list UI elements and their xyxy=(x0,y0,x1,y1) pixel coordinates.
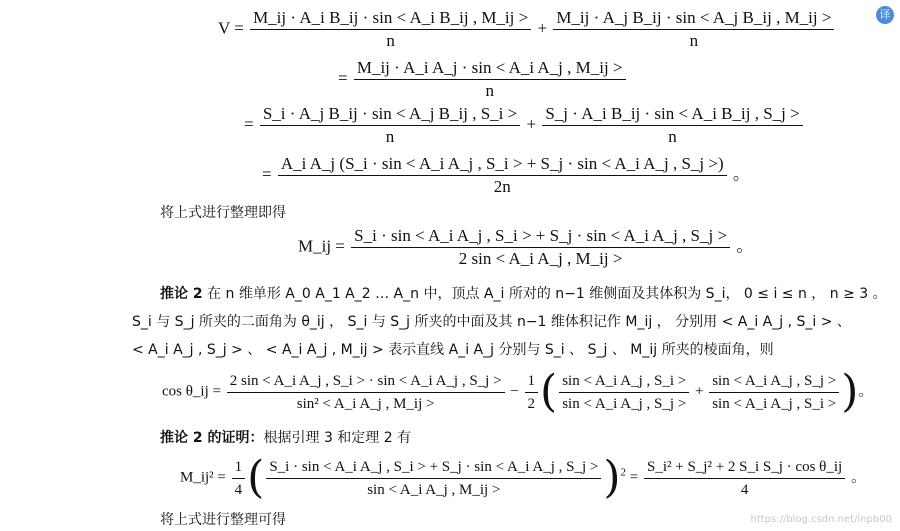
formula-msq-quarter xyxy=(232,457,246,500)
formula-cos-end: 。 xyxy=(858,383,874,400)
formula-v-fraction-1 xyxy=(250,8,531,51)
formula-cos-half-numerator: 1 xyxy=(525,371,539,393)
formula-cos-lhs: cos θ_ij = xyxy=(162,383,221,400)
corollary-2-line-1 xyxy=(160,284,887,304)
formula-mij-numerator: S_i · sin < A_i A_j , S_i > + S_j · sin < A_i A_j , S_j > xyxy=(351,226,730,248)
formula-v-fraction-2 xyxy=(553,8,834,51)
formula-v-term1-numerator: M_ij · A_i B_ij · sin < A_i B_ij , M_ij > xyxy=(250,8,531,30)
formula-v-plus: + xyxy=(537,18,548,38)
formula-msq-power: 2 xyxy=(620,466,627,479)
formula-cos-frac2-numerator: sin < A_i A_j , S_i > xyxy=(559,371,689,393)
right-paren: ) xyxy=(603,452,621,503)
formula-v-term2-denominator: n xyxy=(689,31,699,50)
formula-eq-2 xyxy=(338,58,628,101)
formula-eq-4 xyxy=(262,154,750,197)
left-paren: ( xyxy=(540,366,558,417)
formula-eq-3-plus: + xyxy=(526,114,537,134)
formula-mij-lhs: M_ij = xyxy=(298,236,345,256)
formula-cos-minus: − xyxy=(510,383,519,400)
formula-cos-frac1-numerator: 2 sin < A_i A_j , S_i > · sin < A_i A_j , S_j > xyxy=(227,371,505,393)
formula-cos xyxy=(162,366,874,417)
formula-msq-quarter-numerator: 1 xyxy=(232,457,246,479)
left-paren: ( xyxy=(247,452,265,503)
right-paren: ) xyxy=(841,366,859,417)
formula-mij xyxy=(298,226,753,269)
formula-eq-2-numerator: M_ij · A_i A_j · sin < A_i A_j , M_ij > xyxy=(354,58,626,80)
formula-msq-eq: = xyxy=(629,469,639,486)
formula-msq-quarter-denominator: 4 xyxy=(234,481,243,498)
formula-v xyxy=(218,8,836,51)
formula-cos-frac1-denominator: sin² < A_i A_j , M_ij > xyxy=(296,395,435,412)
formula-msq-inner-denominator: sin < A_i A_j , M_ij > xyxy=(367,481,501,498)
formula-msq-rhs-fraction xyxy=(644,457,845,500)
formula-eq-2-denominator: n xyxy=(485,81,494,100)
formula-cos-frac3-numerator: sin < A_i A_j , S_j > xyxy=(709,371,839,393)
formula-v-lhs: V = xyxy=(218,18,244,38)
formula-eq-4-end: 。 xyxy=(732,164,750,184)
formula-cos-fraction-3 xyxy=(709,371,839,414)
corollary-2-text-1: 在 n 维单形 A_0 A_1 A_2 … A_n 中，顶点 A_i 所对的 n−1 维侧面及其体积为 S_i， 0 ≤ i ≤ n ， n ≥ 3 。 xyxy=(207,286,887,302)
formula-mij-end: 。 xyxy=(736,236,754,256)
formula-eq-3-term2-denominator: n xyxy=(668,127,677,146)
formula-eq-3-term1-denominator: n xyxy=(385,127,395,146)
formula-msq-lhs: M_ij² = xyxy=(180,469,226,486)
formula-eq-3-fraction-1 xyxy=(260,104,520,147)
formula-cos-half-denominator: 2 xyxy=(527,395,536,412)
formula-eq-3-term2-numerator: S_j · A_i B_ij · sin < A_i B_ij , S_j > xyxy=(542,104,802,126)
formula-v-term1-denominator: n xyxy=(386,31,395,50)
formula-mij-denominator: 2 sin < A_i A_j , M_ij > xyxy=(458,249,623,268)
text-rearrange-1: 将上式进行整理即得 xyxy=(160,205,286,221)
formula-eq-3-term1-numerator: S_i · A_j B_ij · sin < A_j B_ij , S_i > xyxy=(260,104,520,126)
proof-line xyxy=(160,428,411,448)
formula-msq xyxy=(180,452,866,503)
corollary-2-line-2: S_i 与 S_j 所夹的二面角为 θ_ij ， S_i 与 S_j 所夹的中面及其 n−1 维体积记作 M_ij ， 分别用 < A_i A_j , S_i > 、 xyxy=(132,314,851,330)
formula-eq-4-numerator: A_i A_j (S_i · sin < A_i A_j , S_i > + S_j · sin < A_i A_j , S_j >) xyxy=(278,154,727,176)
formula-eq-4-fraction xyxy=(278,154,727,197)
text-rearrange-2: 将上式进行整理可得 xyxy=(160,512,286,528)
formula-eq-3-fraction-2 xyxy=(542,104,802,147)
formula-msq-inner-fraction xyxy=(266,457,601,500)
formula-cos-plus: + xyxy=(694,383,704,400)
formula-msq-rhs-denominator: 4 xyxy=(740,481,749,498)
formula-msq-rhs-numerator: S_i² + S_j² + 2 S_i S_j · cos θ_ij xyxy=(644,457,845,479)
formula-eq-4-sign: = xyxy=(262,164,272,184)
formula-eq-3 xyxy=(244,104,805,147)
formula-cos-fraction-1 xyxy=(227,371,505,414)
formula-eq-2-fraction xyxy=(354,58,626,101)
corollary-2-label: 推论 2 xyxy=(160,286,203,302)
formula-msq-end: 。 xyxy=(850,469,866,486)
formula-msq-inner-numerator: S_i · sin < A_i A_j , S_i > + S_j · sin < A_i A_j , S_j > xyxy=(266,457,601,479)
corollary-2-line-3: < A_i A_j , S_j > 、 < A_i A_j , M_ij > 表示直线 A_i A_j 分别与 S_i 、 S_j 、 M_ij 所夹的棱面角，则 xyxy=(132,342,774,358)
formula-eq-4-denominator: 2n xyxy=(493,177,511,196)
proof-text: 根据引理 3 和定理 2 有 xyxy=(263,430,412,446)
translate-badge-icon[interactable]: 译 xyxy=(876,6,894,24)
formula-eq-3-sign: = xyxy=(244,114,254,134)
formula-eq-2-sign: = xyxy=(338,68,348,88)
watermark: https://blog.csdn.net/lnpb00 xyxy=(750,514,892,525)
formula-mij-fraction xyxy=(351,226,730,269)
proof-label: 推论 2 的证明： xyxy=(160,430,264,446)
formula-cos-half xyxy=(525,371,539,414)
formula-v-term2-numerator: M_ij · A_j B_ij · sin < A_j B_ij , M_ij > xyxy=(553,8,834,30)
formula-cos-frac3-denominator: sin < A_i A_j , S_i > xyxy=(712,395,837,412)
formula-cos-frac2-denominator: sin < A_i A_j , S_j > xyxy=(562,395,687,412)
formula-cos-fraction-2 xyxy=(559,371,689,414)
